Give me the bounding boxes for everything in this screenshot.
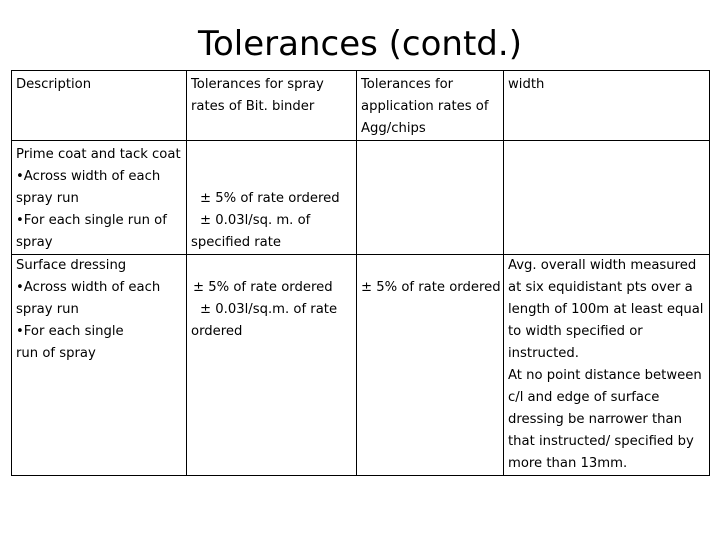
- header-width: [504, 71, 710, 141]
- surface-width-line: Avg. overall width measured: [508, 258, 697, 273]
- surface-width-line: instructed.: [508, 346, 579, 361]
- prime-description-line: •For each single run of: [16, 213, 167, 228]
- header-width-text: width: [508, 77, 545, 92]
- table-header-row: [12, 71, 710, 141]
- surface-description-line: spray run: [16, 302, 79, 317]
- header-description-text: Description: [16, 77, 92, 92]
- header-application-line: application rates of: [361, 99, 489, 114]
- surface-spray-cell: [187, 255, 357, 476]
- surface-width-line: dressing be narrower than: [508, 412, 682, 427]
- surface-application-text: ± 5% of rate ordered: [361, 280, 501, 295]
- header-spray-line: Tolerances for spray: [191, 77, 324, 92]
- prime-width-cell: [504, 141, 710, 255]
- prime-description-cell: [12, 141, 187, 255]
- surface-width-line: more than 13mm.: [508, 456, 628, 471]
- prime-spray-line: specified rate: [191, 235, 282, 250]
- surface-width-line: that instructed/ specified by: [508, 434, 694, 449]
- header-application-line: Agg/chips: [361, 121, 426, 136]
- surface-width-line: at six equidistant pts over a: [508, 280, 693, 295]
- prime-spray-line: ± 0.03l/sq. m. of: [200, 213, 311, 228]
- surface-application-cell: [357, 255, 504, 476]
- surface-width-line: to width specified or: [508, 324, 643, 339]
- prime-spray-cell: [187, 141, 357, 255]
- surface-width-line: At no point distance between: [508, 368, 702, 383]
- table-row-surface-dressing: [12, 255, 710, 476]
- prime-description-line: •Across width of each: [16, 169, 161, 184]
- header-spray-line: rates of Bit. binder: [191, 99, 315, 114]
- header-application-line: Tolerances for: [361, 77, 454, 92]
- surface-description-line: •Across width of each: [16, 280, 161, 295]
- surface-width-line: c/l and edge of surface: [508, 390, 660, 405]
- surface-description-cell: [12, 255, 187, 476]
- surface-description-line: •For each single: [16, 324, 124, 339]
- page-title: Tolerances (contd.): [198, 24, 522, 64]
- header-application-tolerance: [357, 71, 504, 141]
- prime-application-cell: [357, 141, 504, 255]
- prime-description-line: Prime coat and tack coat: [16, 147, 181, 162]
- tolerances-table: [11, 70, 710, 476]
- surface-spray-line: ± 0.03l/sq.m. of rate: [200, 302, 338, 317]
- surface-spray-line: ± 5% of rate ordered: [193, 280, 333, 295]
- header-spray-tolerance: [187, 71, 357, 141]
- surface-width-cell: [504, 255, 710, 476]
- header-description: [12, 71, 187, 141]
- surface-width-line: length of 100m at least equal: [508, 302, 704, 317]
- prime-spray-line: ± 5% of rate ordered: [200, 191, 340, 206]
- surface-spray-line: ordered: [191, 324, 243, 339]
- prime-description-line: spray run: [16, 191, 79, 206]
- surface-description-line: Surface dressing: [16, 258, 127, 273]
- surface-description-line: run of spray: [16, 346, 96, 361]
- prime-description-line: spray: [16, 235, 53, 250]
- table-row-prime-coat: [12, 141, 710, 255]
